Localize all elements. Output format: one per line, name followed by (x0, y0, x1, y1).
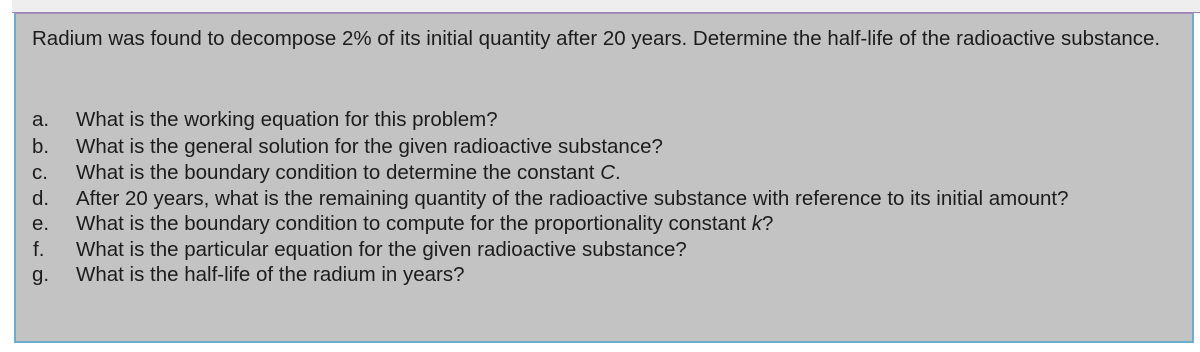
question-punctuation: ? (762, 212, 774, 235)
question-text: What is the general solution for the given radioactive substance? (76, 134, 663, 158)
question-item-f (26, 237, 1184, 263)
constant-variable: k (751, 212, 762, 235)
question-punctuation: . (615, 161, 621, 184)
question-text: What is the boundary condition to determine the constant (76, 161, 601, 184)
question-letter: b. (32, 134, 50, 158)
question-letter: c. (32, 161, 48, 184)
question-item-b (26, 134, 1184, 161)
question-letter: f. (33, 237, 45, 261)
question-item-g (26, 262, 1184, 288)
constant-variable: C (600, 161, 616, 184)
question-letter: e. (32, 212, 50, 235)
question-item-a (26, 107, 1184, 134)
question-letter: g. (32, 263, 50, 286)
question-item-d (26, 186, 1184, 212)
question-letter: a. (32, 108, 50, 131)
problem-statement: Radium was found to decompose 2% of its initial quantity after 20 years. Determine the half-life of the radioactive substance. (32, 27, 1161, 50)
question-text: After 20 years, what is the remaining quantity of the radioactive substance with reference to its initial amount? (76, 186, 1069, 210)
question-item-c (26, 160, 1184, 186)
question-text: What is the boundary condition to compute for the proportionality constant (76, 212, 752, 235)
question-text: What is the half-life of the radium in years? (76, 263, 465, 286)
question-text: What is the particular equation for the given radioactive substance? (76, 237, 687, 261)
problem-box (14, 13, 1194, 343)
top-separator (12, 0, 1200, 13)
question-list (26, 107, 1184, 288)
question-item-e (26, 211, 1184, 237)
question-letter: d. (32, 186, 50, 210)
question-text: What is the working equation for this problem? (76, 108, 498, 131)
